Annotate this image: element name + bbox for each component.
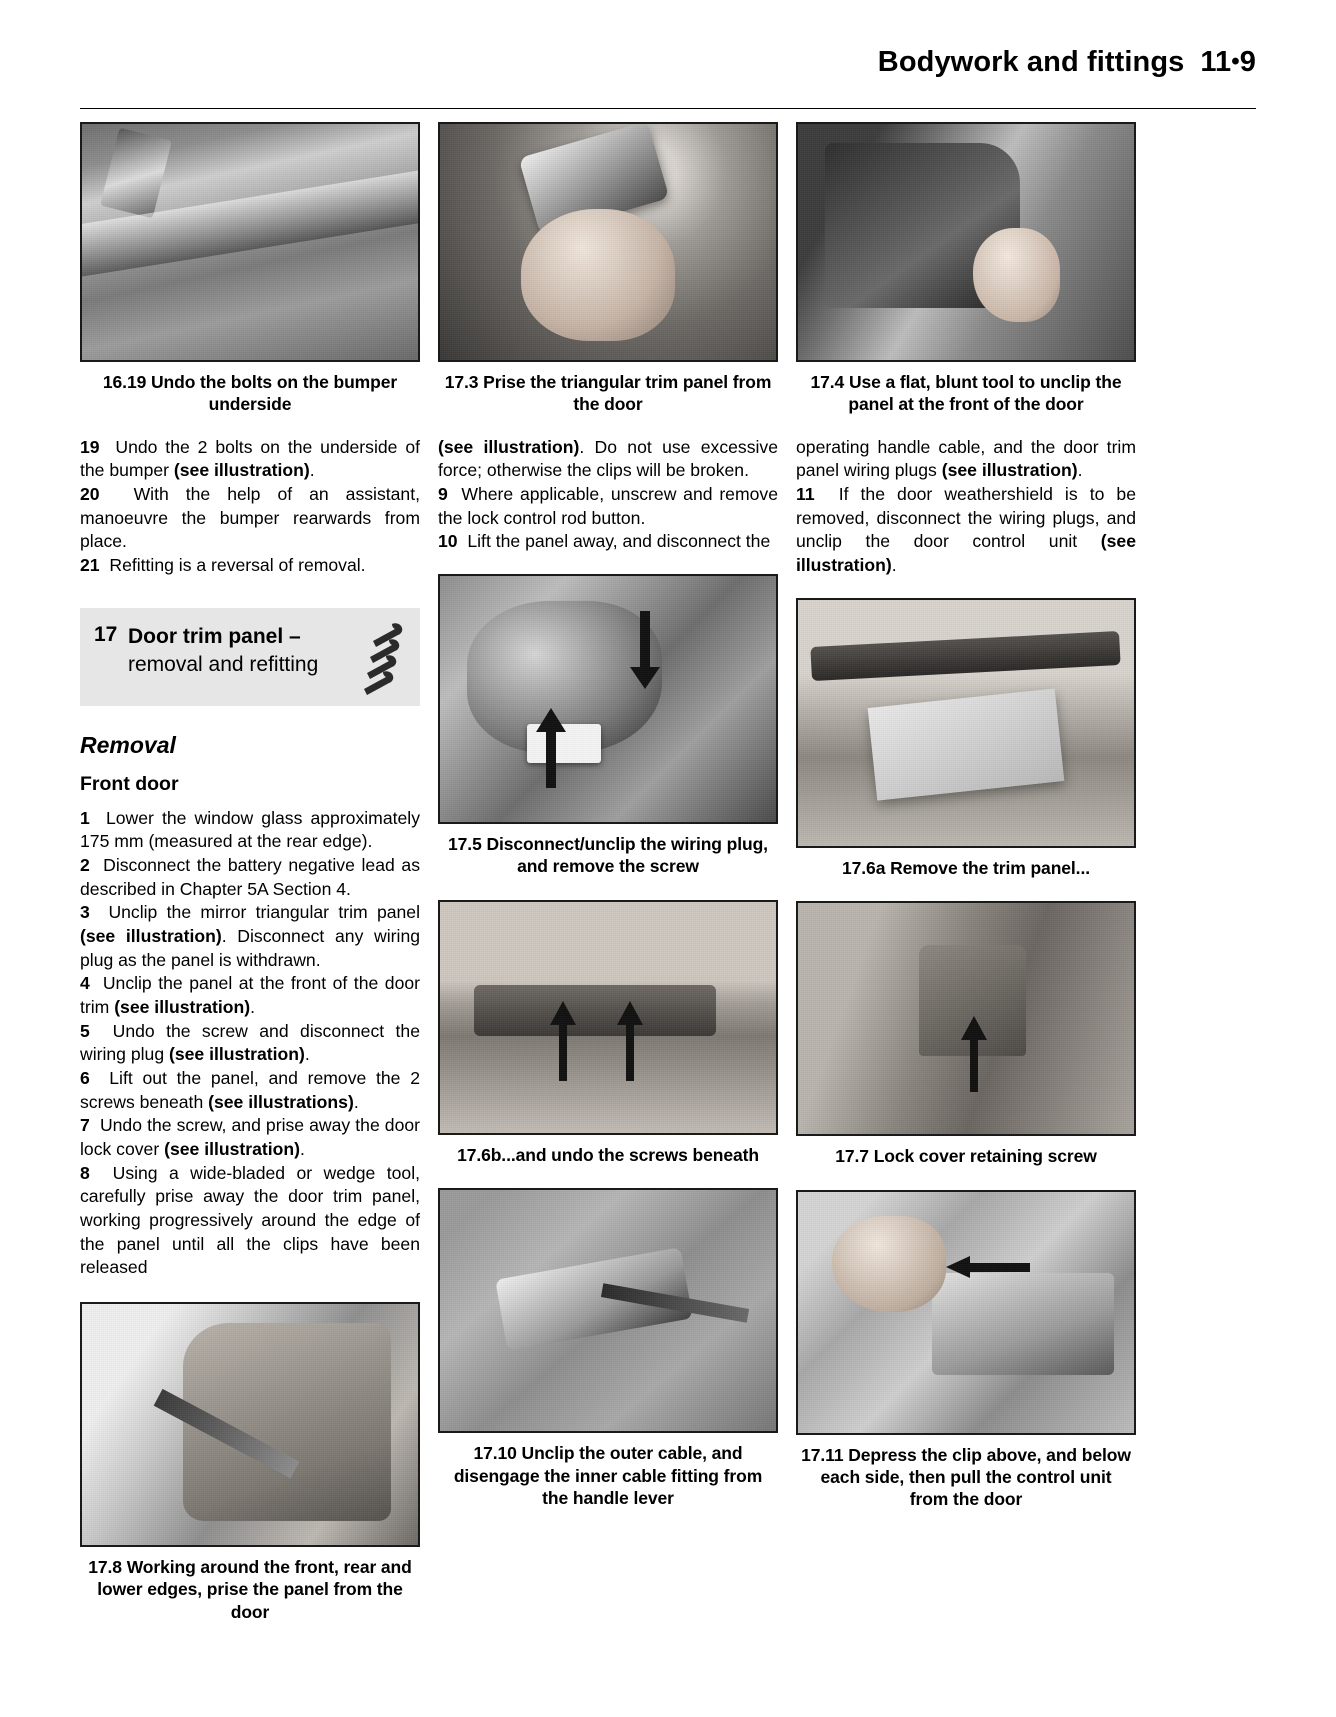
header-chapter: 11 — [1200, 46, 1232, 78]
step-19: 19 Undo the 2 bolts on the underside of the bumper (see illustration). — [80, 436, 421, 481]
caption-17-10: 17.10 Unclip the outer cable, and disengage the inner cable fitting from the handle lever — [453, 1443, 763, 1509]
section-subtitle: removal and refitting — [128, 653, 319, 677]
step-11: 11 If the door weathershield is to be removed, disconnect the wiring plugs, and unclip the door control unit (see illustration). — [796, 484, 1136, 576]
middle-column — [438, 122, 778, 1629]
screws-beneath-photo — [438, 900, 778, 1135]
header-separator: • — [1231, 48, 1240, 75]
figure-17-10 — [438, 1188, 778, 1509]
caption-17-3: 17.3 Prise the triangular trim panel from the door — [444, 372, 772, 415]
step-20: 20 With the help of an assistant, manoeuvre the bumper rearwards from place. — [80, 484, 420, 552]
left-arrow-annotation — [946, 1254, 1032, 1280]
right-steps — [796, 436, 1136, 578]
step-8-continued: (see illustration). Do not use excessive force; otherwise the clips will be broken. — [438, 436, 778, 481]
section-title: Door trim panel – removal and refitting — [128, 623, 318, 680]
step-4: 4 Unclip the panel at the front of the door trim (see illustration). — [80, 973, 420, 1017]
caption-16-19: 16.19 Undo the bolts on the bumper underside — [102, 372, 398, 415]
up-arrow-annotation — [534, 704, 568, 790]
caption-17-8: 17.8 Working around the front, rear and lower edges, prise the panel from the door — [88, 1556, 412, 1622]
step-1: 1 Lower the window glass approximately 175 mm (measured at the rear edge). — [80, 807, 420, 852]
middle-steps — [438, 436, 778, 554]
caption-17-6a: 17.6a Remove the trim panel... — [842, 857, 1090, 878]
step-8: 8 Using a wide-bladed or wedge tool, carefully prise away the door trim panel, working progressively around the edge of the panel until all the clips have been released — [80, 1162, 421, 1278]
left-steps-top — [80, 436, 420, 578]
control-unit-clip-photo — [796, 1190, 1136, 1435]
caption-17-4: 17.4 Use a flat, blunt tool to unclip the panel at the front of the door — [810, 372, 1122, 415]
header-rule — [80, 108, 1256, 109]
up-arrow-annotation — [959, 1014, 989, 1094]
page-header — [878, 46, 1256, 79]
step-2: 2 Disconnect the battery negative lead as described in Chapter 5A Section 4. — [80, 855, 420, 899]
flat-blunt-tool-photo — [796, 122, 1136, 362]
figure-17-6a — [796, 598, 1136, 879]
down-arrow-annotation — [628, 611, 662, 691]
step-9: 9 Where applicable, unscrew and remove the lock control rod button. — [438, 484, 778, 528]
figure-17-3 — [438, 122, 778, 416]
prise-panel-from-door-photo — [80, 1302, 420, 1547]
figure-17-11 — [796, 1190, 1136, 1511]
header-title: Bodywork and fittings — [877, 46, 1185, 78]
heading-front-door: Front door — [80, 772, 179, 795]
up-arrow-annotation-right — [615, 999, 645, 1083]
figure-17-8 — [80, 1302, 420, 1623]
step-21: 21 Refitting is a reversal of removal. — [80, 555, 366, 576]
step-5: 5 Undo the screw and disconnect the wiring plug (see illustration). — [80, 1020, 421, 1065]
left-column — [80, 122, 420, 1629]
lock-cover-screw-photo — [796, 901, 1136, 1136]
wiring-plug-screw-photo — [438, 574, 778, 824]
bumper-underside-photo — [80, 122, 420, 362]
caption-17-6b: 17.6b...and undo the screws beneath — [457, 1144, 759, 1165]
remove-trim-panel-photo — [796, 598, 1136, 848]
section-number: 17 — [94, 622, 118, 646]
three-column-layout — [80, 122, 1256, 1629]
triangular-trim-panel-photo — [438, 122, 778, 362]
left-steps-main — [80, 807, 420, 1280]
caption-17-7: 17.7 Lock cover retaining screw — [835, 1146, 1097, 1167]
figure-17-7 — [796, 901, 1136, 1167]
up-arrow-annotation-left — [548, 999, 578, 1083]
step-3: 3 Unclip the mirror triangular trim panel (see illustration). Disconnect any wiring plug as the panel is withdrawn. — [80, 902, 421, 970]
heading-removal: Removal — [80, 731, 176, 758]
right-column — [796, 122, 1136, 1629]
section-17-heading — [80, 608, 420, 706]
step-10: 10 Lift the panel away, and disconnect the — [438, 531, 771, 552]
caption-17-11: 17.11 Depress the clip above, and below each side, then pull the control unit from the door — [801, 1444, 1131, 1510]
caption-17-5: 17.5 Disconnect/unclip the wiring plug, and remove the screw — [448, 834, 768, 877]
figure-17-6b — [438, 900, 778, 1166]
figure-17-5 — [438, 574, 778, 878]
outer-cable-unclip-photo — [438, 1188, 778, 1433]
step-6: 6 Lift out the panel, and remove the 2 screws beneath (see illustrations). — [80, 1067, 420, 1112]
step-10-continued: operating handle cable, and the door trim panel wiring plugs (see illustration). — [796, 436, 1136, 481]
spanner-icon — [362, 620, 408, 698]
figure-16-19 — [80, 122, 420, 416]
figure-17-4 — [796, 122, 1136, 416]
header-page-number: 9 — [1239, 46, 1256, 78]
step-7: 7 Undo the screw, and prise away the door lock cover (see illustration). — [80, 1115, 421, 1159]
